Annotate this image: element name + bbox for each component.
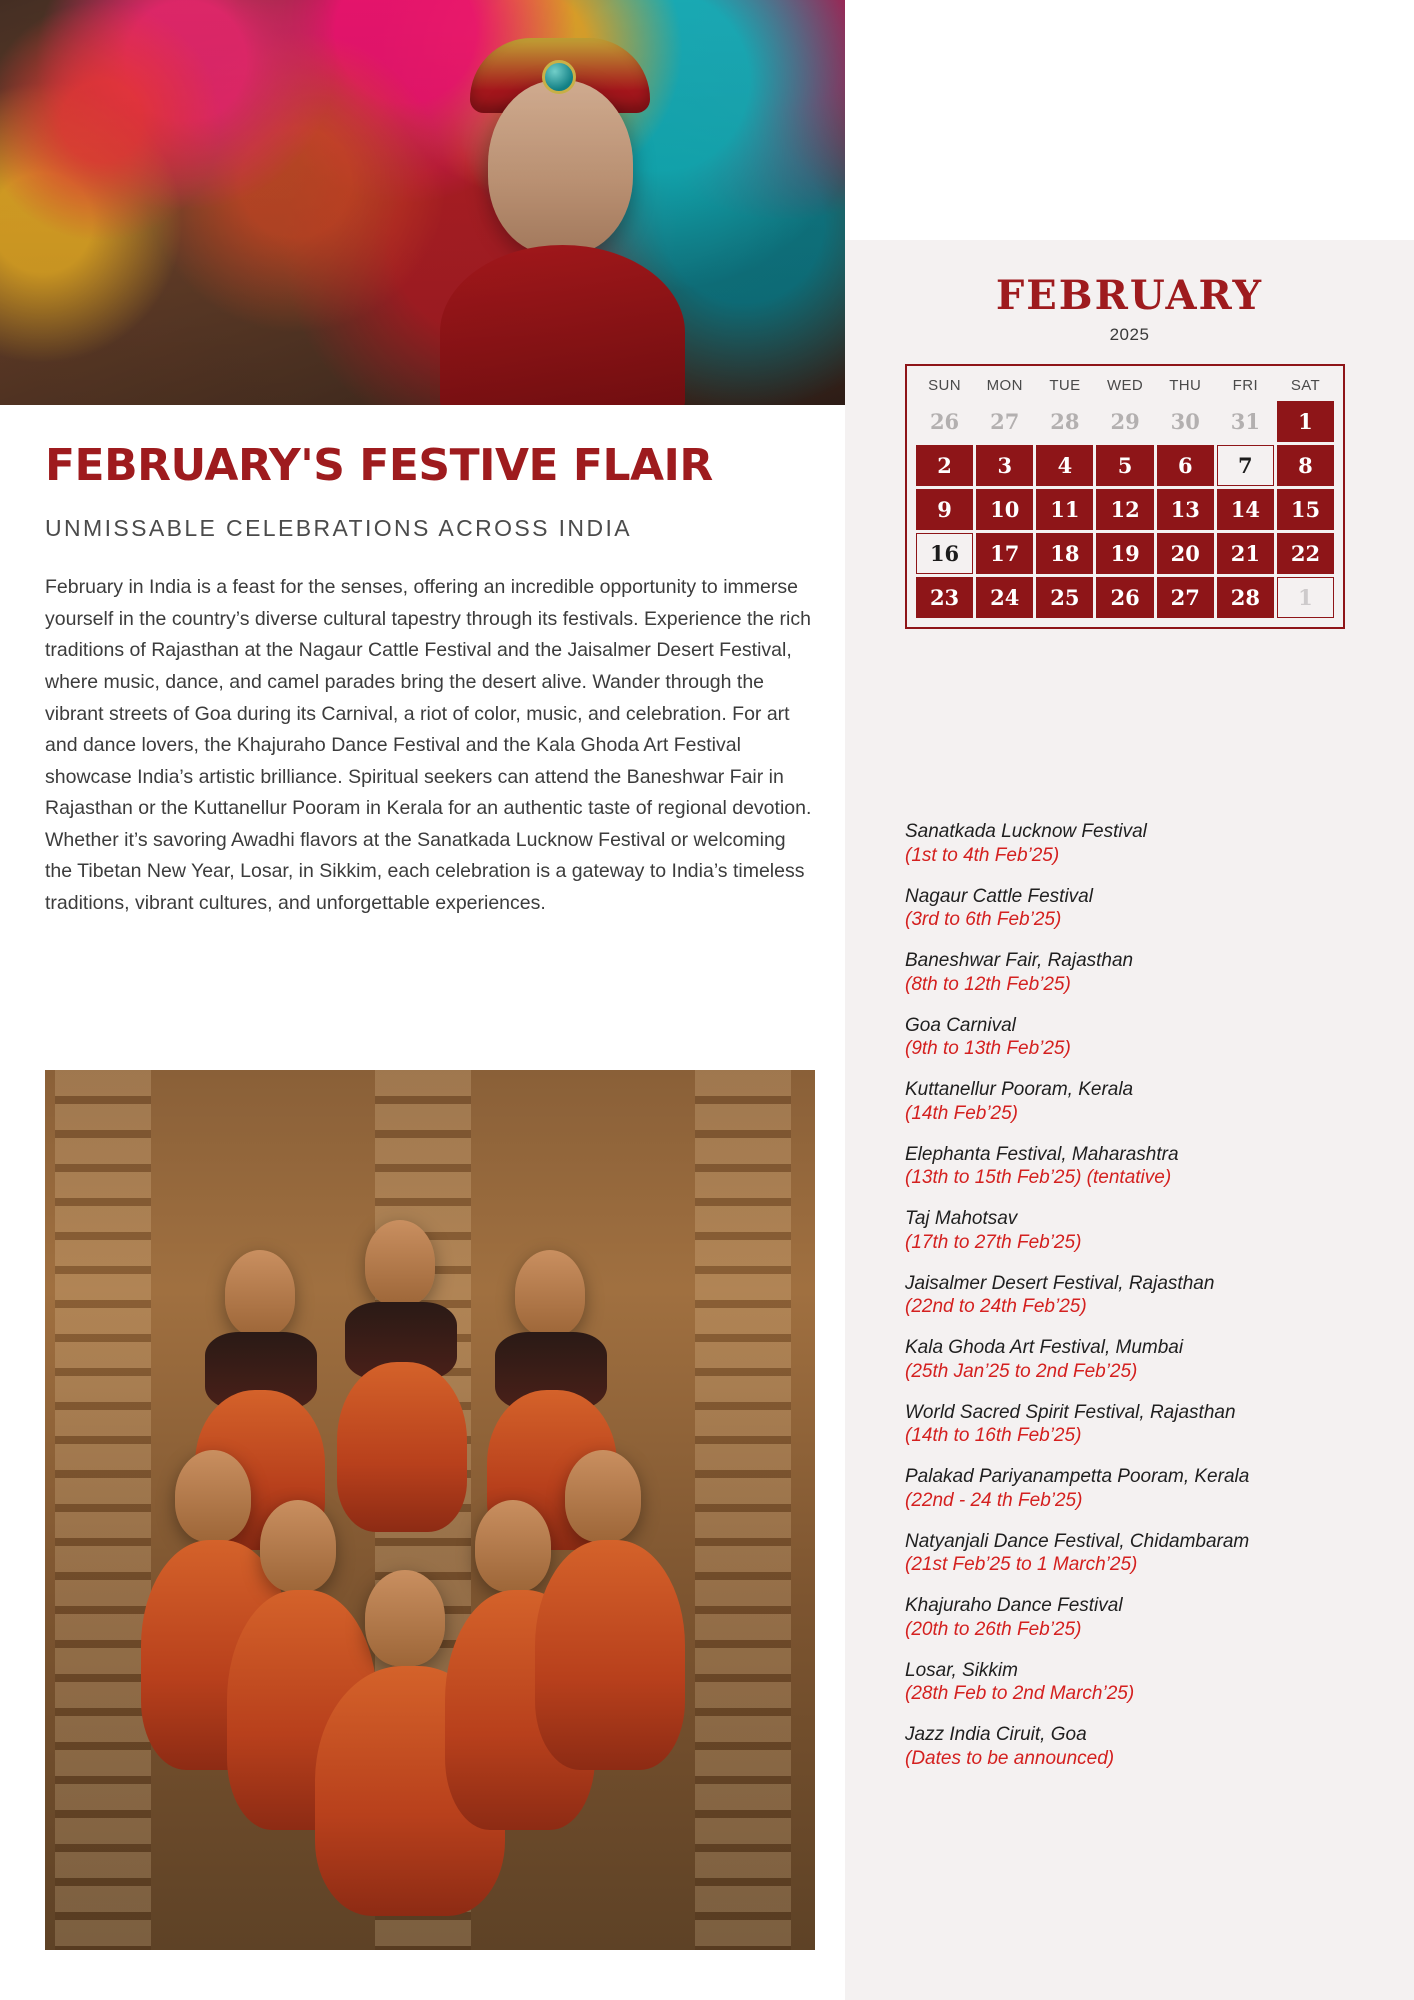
calendar-week-row	[916, 577, 1334, 618]
weekday-mon: MON	[986, 377, 1023, 394]
calendar-day-cell[interactable]: 22	[1277, 533, 1334, 574]
calendar-table	[913, 374, 1337, 621]
festival-date: (25th Jan’25 to 2nd Feb’25)	[905, 1360, 1138, 1382]
festival-name: Khajuraho Dance Festival	[905, 1595, 1123, 1616]
calendar-day-cell[interactable]: 10	[976, 489, 1033, 530]
festival-date: (8th to 12th Feb’25)	[905, 973, 1071, 995]
festival-item	[905, 1336, 1365, 1384]
calendar-day-cell[interactable]: 16	[916, 533, 973, 574]
hero-overlay	[0, 0, 845, 405]
festival-name: Goa Carnival	[905, 1014, 1016, 1036]
calendar-day-cell[interactable]: 20	[1157, 533, 1214, 574]
festival-date: (14th to 16th Feb’25)	[905, 1425, 1082, 1447]
festival-list	[905, 820, 1365, 1788]
dancer-front-center	[365, 1570, 445, 1666]
calendar-week-row	[916, 533, 1334, 574]
dancers-photo	[45, 1070, 815, 1950]
festival-date: (28th Feb to 2nd March’25)	[905, 1683, 1135, 1705]
calendar-day-cell[interactable]: 28	[1217, 577, 1274, 618]
dancer-front-mid-right	[475, 1500, 551, 1592]
festival-item	[905, 1723, 1365, 1771]
calendar-day-cell[interactable]: 28	[1036, 401, 1093, 442]
calendar-week-row	[916, 445, 1334, 486]
calendar-day-cell[interactable]: 3	[976, 445, 1033, 486]
calendar-day-cell[interactable]: 9	[916, 489, 973, 530]
dancer-back-right	[515, 1250, 585, 1336]
calendar-day-cell[interactable]: 25	[1036, 577, 1093, 618]
festival-date: (22nd - 24 th Feb’25)	[905, 1489, 1083, 1511]
calendar-weekday-row	[916, 377, 1334, 398]
festival-name: Sanatkada Lucknow Festival	[905, 821, 1147, 842]
festival-name: Kala Ghoda Art Festival, Mumbai	[905, 1337, 1184, 1358]
festival-date: (13th to 15th Feb’25) (tentative)	[905, 1167, 1172, 1189]
calendar-day-cell[interactable]: 26	[916, 401, 973, 442]
festival-item	[905, 1207, 1365, 1255]
weekday-sun: SUN	[928, 377, 961, 394]
calendar-day-cell[interactable]: 4	[1036, 445, 1093, 486]
calendar-day-cell[interactable]: 31	[1217, 401, 1274, 442]
calendar-week-row	[916, 489, 1334, 530]
dancer-front-right	[565, 1450, 641, 1542]
festival-item	[905, 820, 1365, 868]
festival-item	[905, 885, 1365, 933]
festival-name: Losar, Sikkim	[905, 1659, 1018, 1681]
calendar-day-cell[interactable]: 27	[976, 401, 1033, 442]
temple-column-right	[695, 1070, 791, 1950]
festival-item	[905, 949, 1365, 997]
calendar-day-cell[interactable]: 13	[1157, 489, 1214, 530]
calendar-day-cell[interactable]: 17	[976, 533, 1033, 574]
calendar-day-cell[interactable]: 26	[1096, 577, 1153, 618]
festival-name: Natyanjali Dance Festival, Chidambaram	[905, 1530, 1250, 1552]
festival-date: (3rd to 6th Feb’25)	[905, 909, 1062, 931]
calendar-day-cell[interactable]: 24	[976, 577, 1033, 618]
weekday-thu: THU	[1169, 377, 1202, 394]
dancer-front-right-skirt	[535, 1540, 685, 1770]
festival-name: Nagaur Cattle Festival	[905, 885, 1093, 907]
calendar-day-cell[interactable]: 6	[1157, 445, 1214, 486]
hero-carnival-image	[0, 0, 845, 405]
page-title: FEBRUARY'S FESTIVE FLAIR	[45, 440, 713, 491]
calendar-day-cell[interactable]: 21	[1217, 533, 1274, 574]
festival-item	[905, 1530, 1365, 1578]
calendar-day-cell[interactable]: 30	[1157, 401, 1214, 442]
weekday-fri: FRI	[1232, 377, 1259, 394]
calendar-day-cell[interactable]: 23	[916, 577, 973, 618]
calendar-day-cell[interactable]: 14	[1217, 489, 1274, 530]
calendar-week-row	[916, 401, 1334, 442]
festival-item	[905, 1401, 1365, 1449]
calendar-day-cell[interactable]: 19	[1096, 533, 1153, 574]
festival-item	[905, 1078, 1365, 1126]
calendar-day-cell[interactable]: 12	[1096, 489, 1153, 530]
calendar-day-cell[interactable]: 11	[1036, 489, 1093, 530]
calendar-day-cell[interactable]: 5	[1096, 445, 1153, 486]
festival-date: (14th Feb’25)	[905, 1102, 1019, 1124]
weekday-wed: WED	[1106, 377, 1144, 394]
page-subtitle: UNMISSABLE CELEBRATIONS ACROSS INDIA	[45, 515, 632, 542]
calendar-grid	[905, 364, 1345, 629]
weekday-sat: SAT	[1290, 377, 1321, 394]
festival-date: (1st to 4th Feb’25)	[905, 844, 1060, 866]
festival-name: Palakad Pariyanampetta Pooram, Kerala	[905, 1466, 1250, 1487]
calendar-day-cell[interactable]: 18	[1036, 533, 1093, 574]
calendar-day-cell[interactable]: 1	[1277, 401, 1334, 442]
festival-name: Taj Mahotsav	[905, 1208, 1018, 1229]
festival-item	[905, 1659, 1365, 1707]
calendar-day-cell[interactable]: 2	[916, 445, 973, 486]
festival-item	[905, 1143, 1365, 1191]
festival-date: (17th to 27th Feb’25)	[905, 1231, 1082, 1253]
calendar-day-cell[interactable]: 15	[1277, 489, 1334, 530]
calendar-day-cell[interactable]: 1	[1277, 577, 1334, 618]
article-body: February in India is a feast for the senses, offering an incredible opportunity to immerse yourself in the country’s diverse cultural tapestry through its festivals. Experience the rich traditions of Rajasthan at the Nagaur Cattle Festival and the Jaisalmer Desert Festival, where music, dance, and camel parades bring the desert alive. Wander through the vibrant streets of Goa during its Carnival, a riot of color, music, and celebration. For art and dance lovers, the Khajuraho Dance Festival and the Kala Ghoda Art Festival showcase India’s artistic brilliance. Spiritual seekers can attend the Baneshwar Fair in Rajasthan or the Kuttanellur Pooram in Kerala for an authentic taste of regional devotion. Whether it’s savoring Awadhi flavors at the Sanatkada Lucknow Festival or welcoming the Tibetan New Year, Losar, in Sikkim, each celebration is a gateway to India’s timeless traditions, vibrant cultures, and unforgettable experiences.	[45, 576, 812, 914]
festival-name: Kuttanellur Pooram, Kerala	[905, 1079, 1134, 1100]
dancer-front-mid-left	[260, 1500, 336, 1592]
festival-name: Jazz India Ciruit, Goa	[905, 1724, 1087, 1745]
festival-date: (Dates to be announced)	[905, 1747, 1115, 1769]
festival-item	[905, 1272, 1365, 1320]
festival-name: Elephanta Festival, Maharashtra	[905, 1143, 1179, 1165]
festival-name: World Sacred Spirit Festival, Rajasthan	[905, 1401, 1236, 1423]
dancer-back-left	[225, 1250, 295, 1336]
weekday-tue: TUE	[1049, 377, 1081, 394]
calendar-year: 2025	[1109, 325, 1150, 344]
article-column	[0, 405, 845, 920]
festival-date: (22nd to 24th Feb’25)	[905, 1296, 1087, 1318]
calendar-day-cell[interactable]: 27	[1157, 577, 1214, 618]
festival-date: (21st Feb’25 to 1 March’25)	[905, 1554, 1138, 1576]
calendar-body	[916, 401, 1334, 618]
festival-date: (20th to 26th Feb’25)	[905, 1618, 1082, 1640]
calendar-day-cell[interactable]: 29	[1096, 401, 1153, 442]
festival-name: Baneshwar Fair, Rajasthan	[905, 950, 1134, 971]
festival-date: (9th to 13th Feb’25)	[905, 1038, 1071, 1060]
festival-name: Jaisalmer Desert Festival, Rajasthan	[905, 1272, 1215, 1294]
festival-item	[905, 1014, 1365, 1062]
festival-item	[905, 1594, 1365, 1642]
festival-item	[905, 1465, 1365, 1513]
dancer-back-center-skirt	[337, 1362, 467, 1532]
dancer-back-center	[365, 1220, 435, 1306]
calendar-month-title: FEBRUARY	[995, 272, 1264, 319]
temple-column-left	[55, 1070, 151, 1950]
dancer-front-left	[175, 1450, 251, 1542]
calendar-day-cell[interactable]: 8	[1277, 445, 1334, 486]
calendar-day-cell[interactable]: 7	[1217, 445, 1274, 486]
